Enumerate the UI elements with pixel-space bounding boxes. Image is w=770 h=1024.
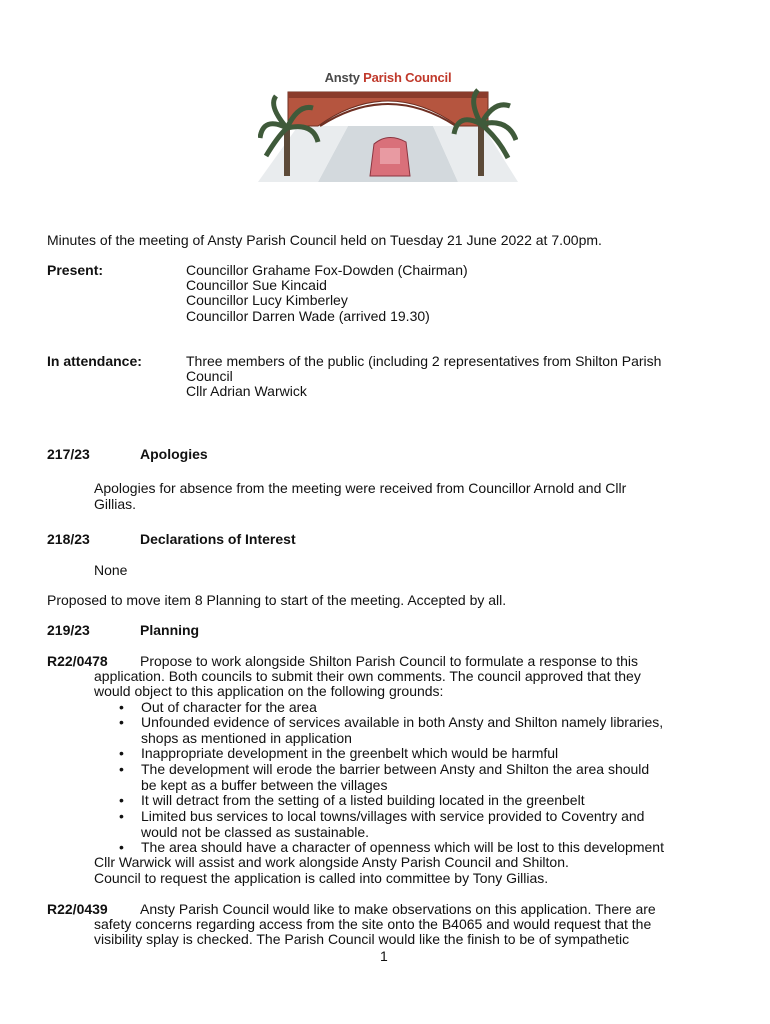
planning-proposal: Proposed to move item 8 Planning to start of the meeting. Accepted by all. [47,592,507,608]
item-title-declarations: Declarations of Interest [140,531,296,547]
attendance-line: Cllr Adrian Warwick [186,383,307,399]
narrowboat-cabin [380,148,400,164]
logo-title-ansty: Ansty [324,70,360,85]
bullet-dot: • [119,714,124,730]
bullet-text: The area should have a character of openness which will be lost to this development [141,839,664,855]
r0439-lead: Ansty Parish Council would like to make observations on this application. There are [140,901,656,917]
logo-title [258,70,518,85]
item-number-planning: 219/23 [47,622,90,638]
bullet-dot: • [119,745,124,761]
bullet-text: Out of character for the area [141,699,317,715]
item-title-planning: Planning [140,622,200,638]
bullet-text: would not be classed as sustainable. [141,823,370,840]
objection-bullet [119,714,664,746]
attendance-line: Council [186,368,233,384]
bullet-dot: • [119,792,124,808]
present-member: Councillor Darren Wade (arrived 19.30) [186,308,430,324]
r0439-line: safety concerns regarding access from the site onto the B4065 and would request that the [94,916,652,932]
present-member: Councillor Sue Kincaid [186,277,327,293]
application-ref-r0478: R22/0478 [47,653,108,669]
meeting-intro: Minutes of the meeting of Ansty Parish Council held on Tuesday 21 June 2022 at 7.00pm. [47,232,602,248]
bullet-text: The development will erode the barrier between Ansty and Shilton the area should [141,761,650,777]
item-title-apologies: Apologies [140,446,208,462]
attendance-line: Three members of the public (including 2 representatives from Shilton Parish [186,353,662,369]
bullet-text: be kept as a buffer between the villages [141,776,388,793]
page-number: 1 [380,948,388,964]
bullet-text: Inappropriate development in the greenbelt which would be harmful [141,745,559,761]
bullet-dot: • [119,808,124,824]
apologies-body: Gillias. [94,496,137,512]
objection-bullet [119,808,645,840]
present-member: Councillor Grahame Fox-Dowden (Chairman) [186,262,468,278]
r0439-line: visibility splay is checked. The Parish Council would like the finish to be of sympathetic [94,931,630,947]
bullet-dot: • [119,699,124,715]
r0478-after: Cllr Warwick will assist and work alongside Ansty Parish Council and Shilton. [94,854,569,870]
logo-title-parish-council: Parish Council [363,70,452,85]
objection-bullet [119,792,585,809]
parish-council-logo [258,70,518,182]
item-number-apologies: 217/23 [47,446,90,462]
present-label: Present: [47,262,104,278]
declarations-body: None [94,562,128,578]
objection-bullet [119,761,650,793]
item-number-declarations: 218/23 [47,531,90,547]
r0478-line: would object to this application on the following grounds: [94,683,444,699]
bullet-text: Unfounded evidence of services available in both Ansty and Shilton namely libraries, [141,714,664,730]
bullet-text: shops as mentioned in application [141,729,352,746]
apologies-body: Apologies for absence from the meeting were received from Councillor Arnold and Cllr [94,480,627,496]
bullet-text: It will detract from the setting of a listed building located in the greenbelt [141,792,585,808]
canal-bridge-illustration [258,86,518,182]
bridge-parapet [288,92,488,98]
present-member: Councillor Lucy Kimberley [186,292,348,308]
objection-bullet [119,745,559,762]
bullet-dot: • [119,761,124,777]
r0478-after: Council to request the application is called into committee by Tony Gillias. [94,870,549,886]
r0478-lead: Propose to work alongside Shilton Parish Council to formulate a response to this [140,653,639,669]
bullet-text: Limited bus services to local towns/villages with service provided to Coventry and [141,808,645,824]
attendance-label: In attendance: [47,353,142,369]
application-ref-r0439: R22/0439 [47,901,108,917]
r0478-line: application. Both councils to submit their own comments. The council approved that they [94,668,641,684]
bullet-dot: • [119,839,124,855]
